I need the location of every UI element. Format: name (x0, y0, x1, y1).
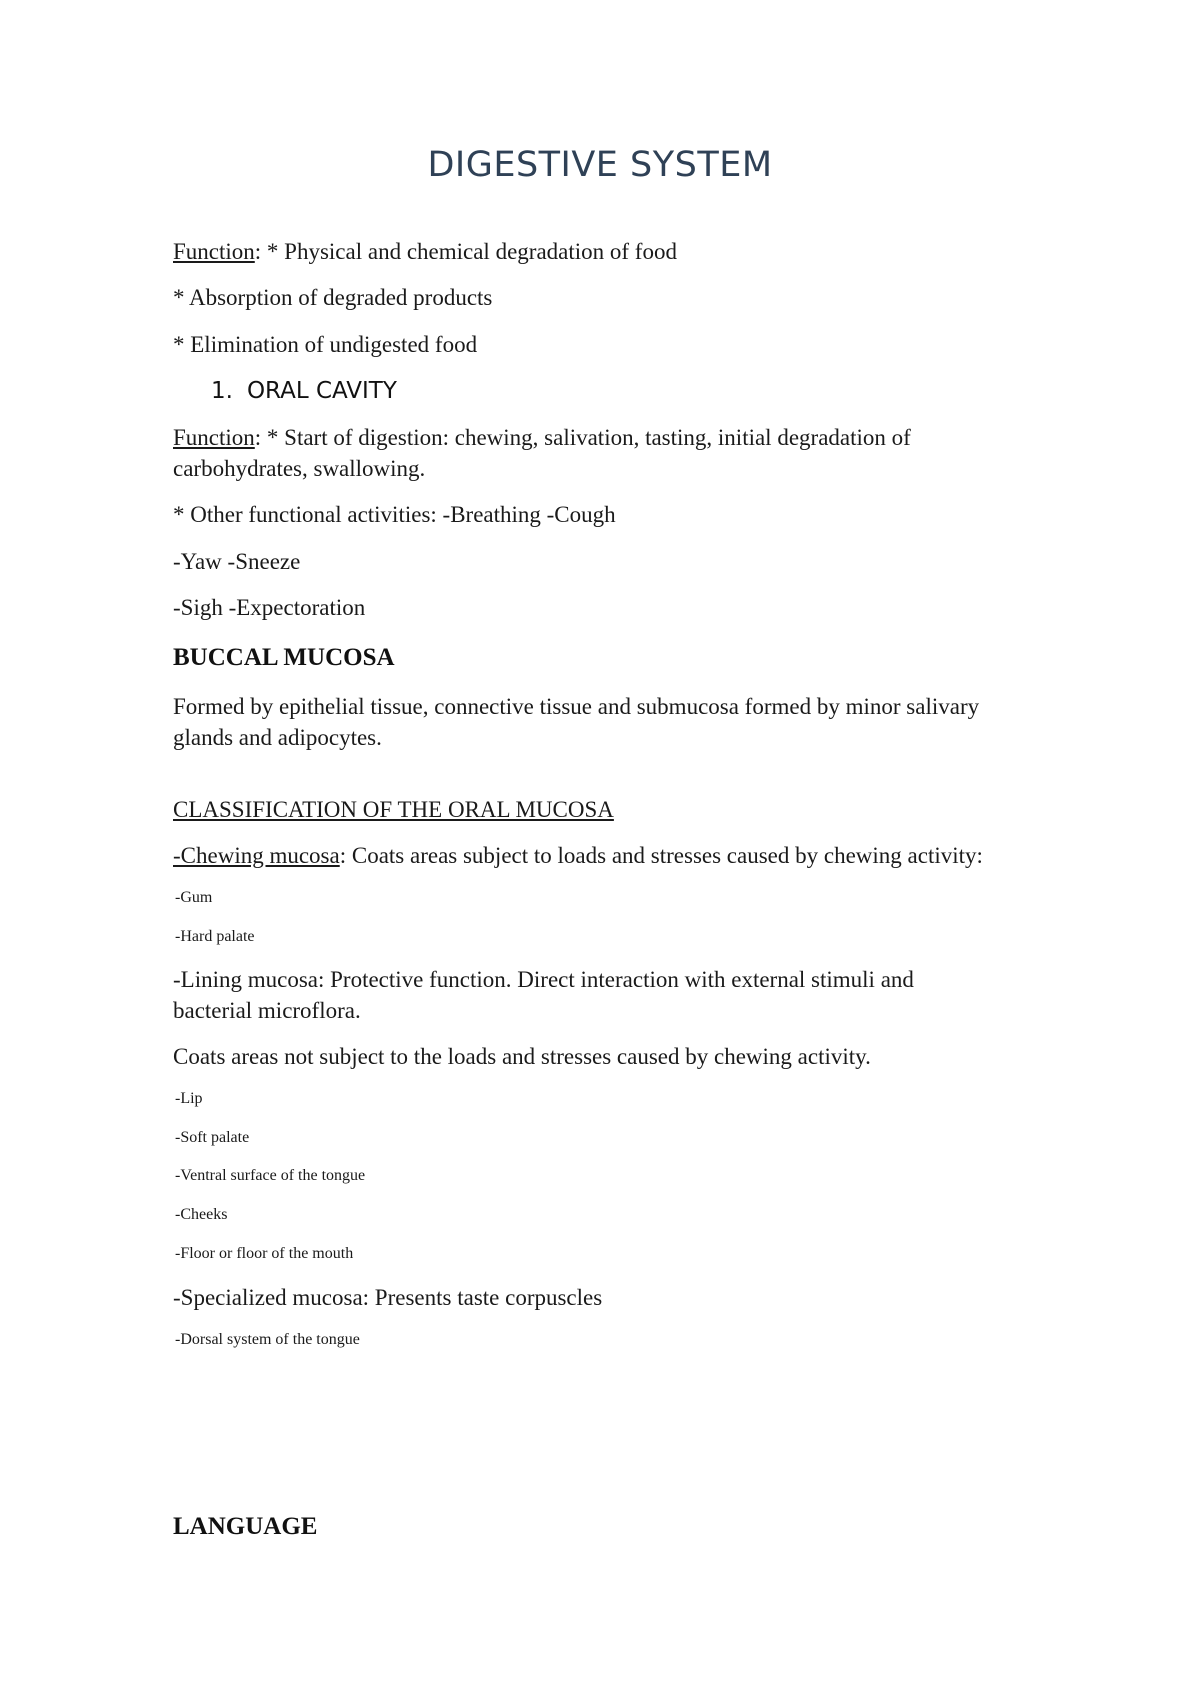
function-text-1: : * Physical and chemical degradation of food (254, 239, 677, 264)
function2-text-1: : * Start of digestion: chewing, salivation, tasting, initial degradation of (254, 425, 911, 450)
chewing-mucosa-label: -Chewing mucosa (173, 843, 340, 868)
list-item: -Ventral surface of the tongue (175, 1167, 366, 1184)
buccal-text-2: glands and adipocytes. (173, 725, 382, 750)
function2-line-4: -Sigh -Expectoration (173, 595, 366, 620)
section-title: ORAL CAVITY (246, 378, 397, 404)
function-line-3: * Elimination of undigested food (173, 332, 478, 357)
list-item: -Dorsal system of the tongue (175, 1331, 360, 1348)
classification-heading: CLASSIFICATION OF THE ORAL MUCOSA (173, 797, 614, 822)
function-line-2: * Absorption of degraded products (173, 285, 493, 310)
list-item: -Hard palate (175, 928, 255, 945)
list-item: -Gum (175, 889, 213, 906)
language-heading: LANGUAGE (173, 1513, 318, 1540)
function2-line-2: * Other functional activities: -Breathing -Cough (173, 502, 616, 527)
function-line-1 (173, 237, 677, 267)
section-number: 1. (211, 378, 233, 404)
page-title: DIGESTIVE SYSTEM (427, 145, 773, 185)
function2-line-1 (173, 423, 911, 453)
specialized-mucosa-line: -Specialized mucosa: Presents taste corpuscles (173, 1285, 603, 1310)
function2-line-1b: carbohydrates, swallowing. (173, 456, 426, 481)
chewing-mucosa-text: : Coats areas subject to loads and stresses caused by chewing activity: (339, 843, 983, 868)
function2-label: Function (173, 425, 255, 450)
list-item: -Floor or floor of the mouth (175, 1245, 354, 1262)
list-item: -Lip (175, 1090, 203, 1107)
buccal-text-1: Formed by epithelial tissue, connective tissue and submucosa formed by minor salivary (173, 694, 980, 719)
function2-line-3: -Yaw -Sneeze (173, 549, 301, 574)
function-label: Function (173, 239, 255, 264)
list-item: -Cheeks (175, 1206, 228, 1223)
chewing-mucosa-line (173, 841, 983, 871)
buccal-mucosa-heading: BUCCAL MUCOSA (173, 644, 395, 671)
list-item: -Soft palate (175, 1129, 250, 1146)
lining-mucosa-line-3: Coats areas not subject to the loads and stresses caused by chewing activity. (173, 1044, 871, 1069)
section-heading-oral-cavity (211, 376, 397, 406)
lining-mucosa-line-1: -Lining mucosa: Protective function. Direct interaction with external stimuli and (173, 967, 914, 992)
lining-mucosa-line-2: bacterial microflora. (173, 998, 361, 1023)
